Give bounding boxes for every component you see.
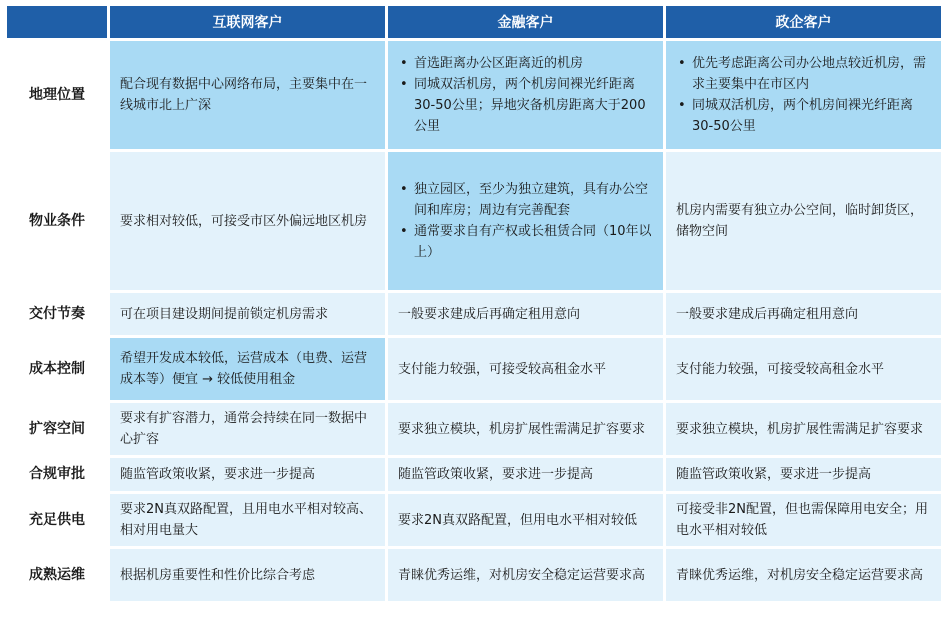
comparison-table-container <box>7 6 941 604</box>
list-item: • 同城双活机房，两个机房间裸光纤距离30-50公里 <box>692 95 931 137</box>
cell-internet: 可在项目建设期间提前锁定机房需求 <box>110 293 385 335</box>
cell-finance: 一般要求建成后再确定租用意向 <box>388 293 663 335</box>
table-row <box>7 494 941 546</box>
row-label: 物业条件 <box>7 152 107 290</box>
bullet-list <box>398 53 653 137</box>
row-label: 充足供电 <box>7 494 107 546</box>
cell-internet: 希望开发成本较低，运营成本（电费、运营成本等）便宜 → 较低使用租金 <box>110 338 385 400</box>
table-row <box>7 549 941 601</box>
header-row <box>7 6 941 38</box>
row-label: 成熟运维 <box>7 549 107 601</box>
cell-gov: 要求独立模块，机房扩展性需满足扩容要求 <box>666 403 941 455</box>
cell-gov: 随监管政策收紧，要求进一步提高 <box>666 458 941 491</box>
header-corner <box>7 6 107 38</box>
cell-finance <box>388 41 663 149</box>
cell-internet: 要求相对较低，可接受市区外偏远地区机房 <box>110 152 385 290</box>
header-finance-customer: 金融客户 <box>388 6 663 38</box>
table-row <box>7 41 941 149</box>
table-row <box>7 403 941 455</box>
row-label: 扩容空间 <box>7 403 107 455</box>
header-internet-customer: 互联网客户 <box>110 6 385 38</box>
bullet-list <box>398 179 653 263</box>
cell-finance: 青睐优秀运维，对机房安全稳定运营要求高 <box>388 549 663 601</box>
list-item: • 独立园区，至少为独立建筑，具有办公空间和库房；周边有完善配套 <box>414 179 653 221</box>
cell-gov: 一般要求建成后再确定租用意向 <box>666 293 941 335</box>
cell-finance: 要求独立模块，机房扩展性需满足扩容要求 <box>388 403 663 455</box>
cell-internet: 随监管政策收紧，要求进一步提高 <box>110 458 385 491</box>
row-label: 地理位置 <box>7 41 107 149</box>
header-gov-customer: 政企客户 <box>666 6 941 38</box>
row-label: 成本控制 <box>7 338 107 400</box>
cell-internet: 根据机房重要性和性价比综合考虑 <box>110 549 385 601</box>
row-label: 交付节奏 <box>7 293 107 335</box>
cell-finance <box>388 152 663 290</box>
list-item: • 优先考虑距离公司办公地点较近机房，需求主要集中在市区内 <box>692 53 931 95</box>
list-item: • 通常要求自有产权或长租赁合同（10年以上） <box>414 221 653 263</box>
table-row <box>7 293 941 335</box>
cell-finance: 要求2N真双路配置，但用电水平相对较低 <box>388 494 663 546</box>
customer-requirements-table <box>4 3 944 604</box>
cell-finance: 随监管政策收紧，要求进一步提高 <box>388 458 663 491</box>
table-row <box>7 458 941 491</box>
row-label: 合规审批 <box>7 458 107 491</box>
cell-internet: 要求2N真双路配置，且用电水平相对较高、相对用电量大 <box>110 494 385 546</box>
table-row <box>7 338 941 400</box>
cell-gov: 青睐优秀运维，对机房安全稳定运营要求高 <box>666 549 941 601</box>
cell-gov <box>666 41 941 149</box>
list-item: • 首选距离办公区距离近的机房 <box>414 53 653 74</box>
cell-internet: 配合现有数据中心网络布局，主要集中在一线城市北上广深 <box>110 41 385 149</box>
bullet-list <box>676 53 931 137</box>
cell-gov: 机房内需要有独立办公空间，临时卸货区，储物空间 <box>666 152 941 290</box>
list-item: • 同城双活机房，两个机房间裸光纤距离30-50公里；异地灾备机房距离大于200公里 <box>414 74 653 137</box>
cell-gov: 支付能力较强，可接受较高租金水平 <box>666 338 941 400</box>
cell-gov: 可接受非2N配置，但也需保障用电安全；用电水平相对较低 <box>666 494 941 546</box>
table-row <box>7 152 941 290</box>
cell-finance: 支付能力较强，可接受较高租金水平 <box>388 338 663 400</box>
cell-internet: 要求有扩容潜力，通常会持续在同一数据中心扩容 <box>110 403 385 455</box>
